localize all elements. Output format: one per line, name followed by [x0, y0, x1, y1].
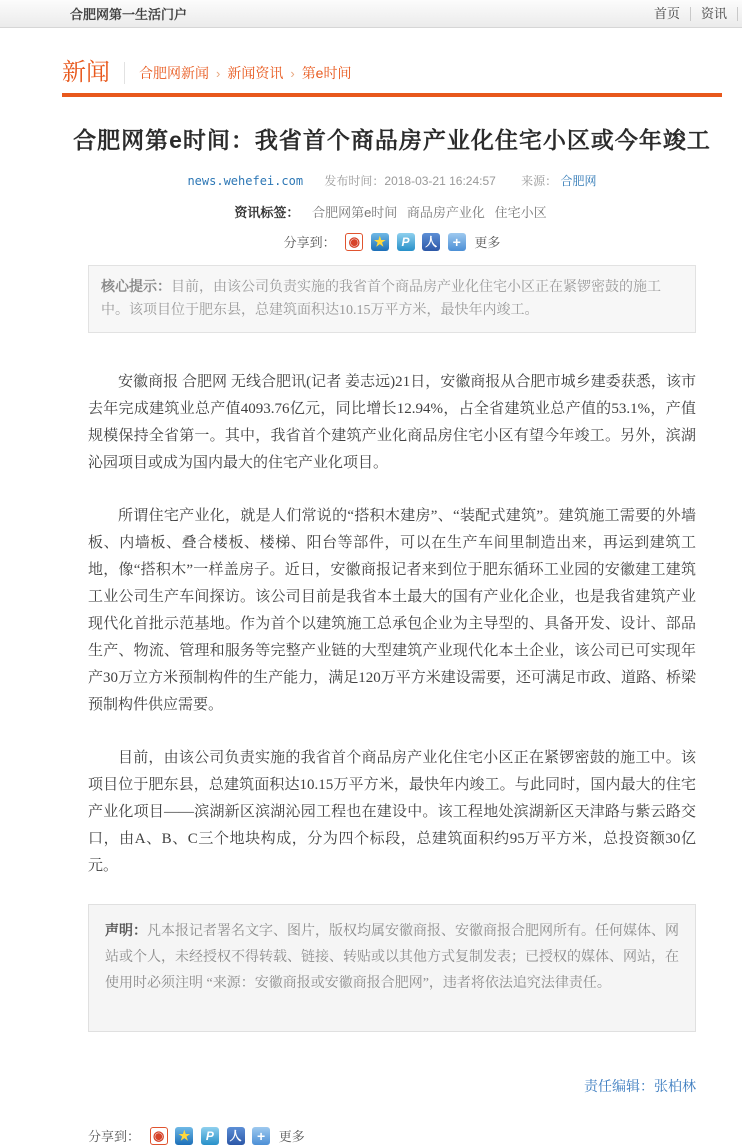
breadcrumb-item-news-info[interactable]: 新闻资讯: [227, 65, 284, 81]
article-body: [62, 369, 722, 880]
copyright-declaration-box: [88, 904, 696, 1032]
paragraph-1: 安徽商报 合肥网 无线合肥讯(记者 姜志远)21日，安徽商报从合肥市城乡建委获悉，该市去年完成建筑业总产值4093.76亿元，同比增长12.94%，占全省建筑业总产值的53.1%，产值规模保持全省第一。其中，我省首个建筑产业化商品房住宅小区有望今年竣工。另外，滨湖沁园项目或成为国内最大的住宅产业化项目。: [88, 374, 696, 471]
breadcrumb-item-hefei-news[interactable]: 合肥网新闻: [139, 65, 209, 81]
qzone-icon[interactable]: ★: [175, 1127, 193, 1145]
source-url-link[interactable]: news.wehefei.com: [187, 174, 304, 188]
nav-news[interactable]: 资讯: [691, 7, 738, 21]
breadcrumb-divider: [124, 62, 125, 84]
share-row-bottom: [88, 1126, 722, 1145]
breadcrumb-links: [139, 63, 351, 86]
chevron-right-icon: ›: [216, 65, 221, 81]
publish-time: 发布时间：2018-03-21 16:24:57: [324, 174, 496, 188]
paragraph-2: 所谓住宅产业化，就是人们常说的“搭积木建房”、“装配式建筑”。建筑施工需要的外墙板、内墙板、叠合楼板、楼梯、阳台等部件，可以在生产车间里制造出来，再运到建筑工地，像“搭积木”一样盖房子。近日，安徽商报记者来到位于肥东循环工业园的安徽建工建筑工业公司生产车间探访。该公司目前是我省本土最大的国有产业化企业，也是我省建筑产业现代化首批示范基地。作为首个以建筑施工总承包企业为主导型的、具备开发、设计、部品生产、物流、管理和服务等完整产业链的大型建筑产业现代化本土企业，该公司已可实现年产30万立方米预制构件的生产能力，满足120万平方米建设需要，还可满足市政、道路、桥梁预制构件供应需要。: [88, 508, 696, 713]
tag-residential-area[interactable]: 住宅小区: [494, 205, 547, 220]
paragraph-3: 目前，由该公司负责实施的我省首个商品房产业化住宅小区正在紧锣密鼓的施工中。该项目位于肥东县，总建筑面积达10.15万平方米，最快年内竣工。与此同时，国内最大的住宅产业化项目——滨湖新区滨湖沁园工程也在建设中。该工程地处滨湖新区天津路与紫云路交口，由A、B、C三个地块构成，分为四个标段，总建筑面积约95万平方米，总投资额30亿元。: [88, 750, 696, 874]
main-container: [62, 28, 722, 1145]
renren-icon[interactable]: 人: [227, 1127, 245, 1145]
share-plus-icon[interactable]: +: [448, 233, 466, 251]
page-title: 合肥网第e时间：我省首个商品房产业化住宅小区或今年竣工: [73, 127, 711, 153]
article-meta: [62, 172, 722, 189]
tags-label: 资讯标签：: [234, 205, 300, 220]
editor-label: 责任编辑：: [584, 1078, 654, 1094]
core-tip-label: 核心提示：: [101, 280, 171, 295]
share-more-link[interactable]: 更多: [278, 1129, 305, 1144]
tag-industrialized-housing[interactable]: 商品房产业化: [406, 205, 485, 220]
top-bar: [0, 0, 742, 28]
renren-icon[interactable]: 人: [422, 233, 440, 251]
core-tip-box: [88, 265, 696, 333]
share-label: 分享到：: [283, 235, 336, 250]
declaration-text: 凡本报记者署名文字、图片，版权均属安徽商报、安徽商报合肥网所有。任何媒体、网站或个人，未经授权不得转载、链接、转贴或以其他方式复制发表；已授权的媒体、网站，在使用时必须注明 “来源：安徽商报或安徽商报合肥网”，违者将依法追究法律责任。: [105, 924, 679, 991]
editor-name: 张柏林: [654, 1078, 696, 1094]
site-logo-link[interactable]: 合肥网第一生活门户: [70, 7, 188, 22]
tag-e-time[interactable]: 合肥网第e时间: [312, 205, 398, 220]
breadcrumb-item-e-time[interactable]: 第e时间: [301, 65, 352, 81]
share-label: 分享到：: [88, 1129, 141, 1144]
editor-row: [88, 1076, 696, 1096]
chevron-right-icon: ›: [290, 65, 295, 81]
sina-weibo-icon[interactable]: ◉: [150, 1127, 168, 1145]
share-more-link[interactable]: 更多: [474, 235, 501, 250]
topbar-nav: [644, 7, 738, 21]
pengyou-icon[interactable]: P: [397, 233, 415, 251]
pengyou-icon[interactable]: P: [201, 1127, 219, 1145]
qzone-icon[interactable]: ★: [371, 233, 389, 251]
share-plus-icon[interactable]: +: [252, 1127, 270, 1145]
core-tip-text: 目前，由该公司负责实施的我省首个商品房产业化住宅小区正在紧锣密鼓的施工中。该项目位于肥东县，总建筑面积达10.15万平方米，最快年内竣工。: [101, 280, 661, 318]
breadcrumb-section-news[interactable]: 新闻: [62, 59, 110, 86]
breadcrumb: [62, 54, 722, 86]
source-site-link[interactable]: 合肥网: [560, 174, 597, 188]
sina-weibo-icon[interactable]: ◉: [345, 233, 363, 251]
declaration-label: 声明：: [105, 924, 147, 939]
share-row-top: [62, 232, 722, 251]
source-label: 来源：: [521, 174, 558, 188]
tags-row: [62, 202, 722, 221]
section-rule: [62, 93, 722, 97]
nav-home[interactable]: 首页: [644, 7, 691, 21]
